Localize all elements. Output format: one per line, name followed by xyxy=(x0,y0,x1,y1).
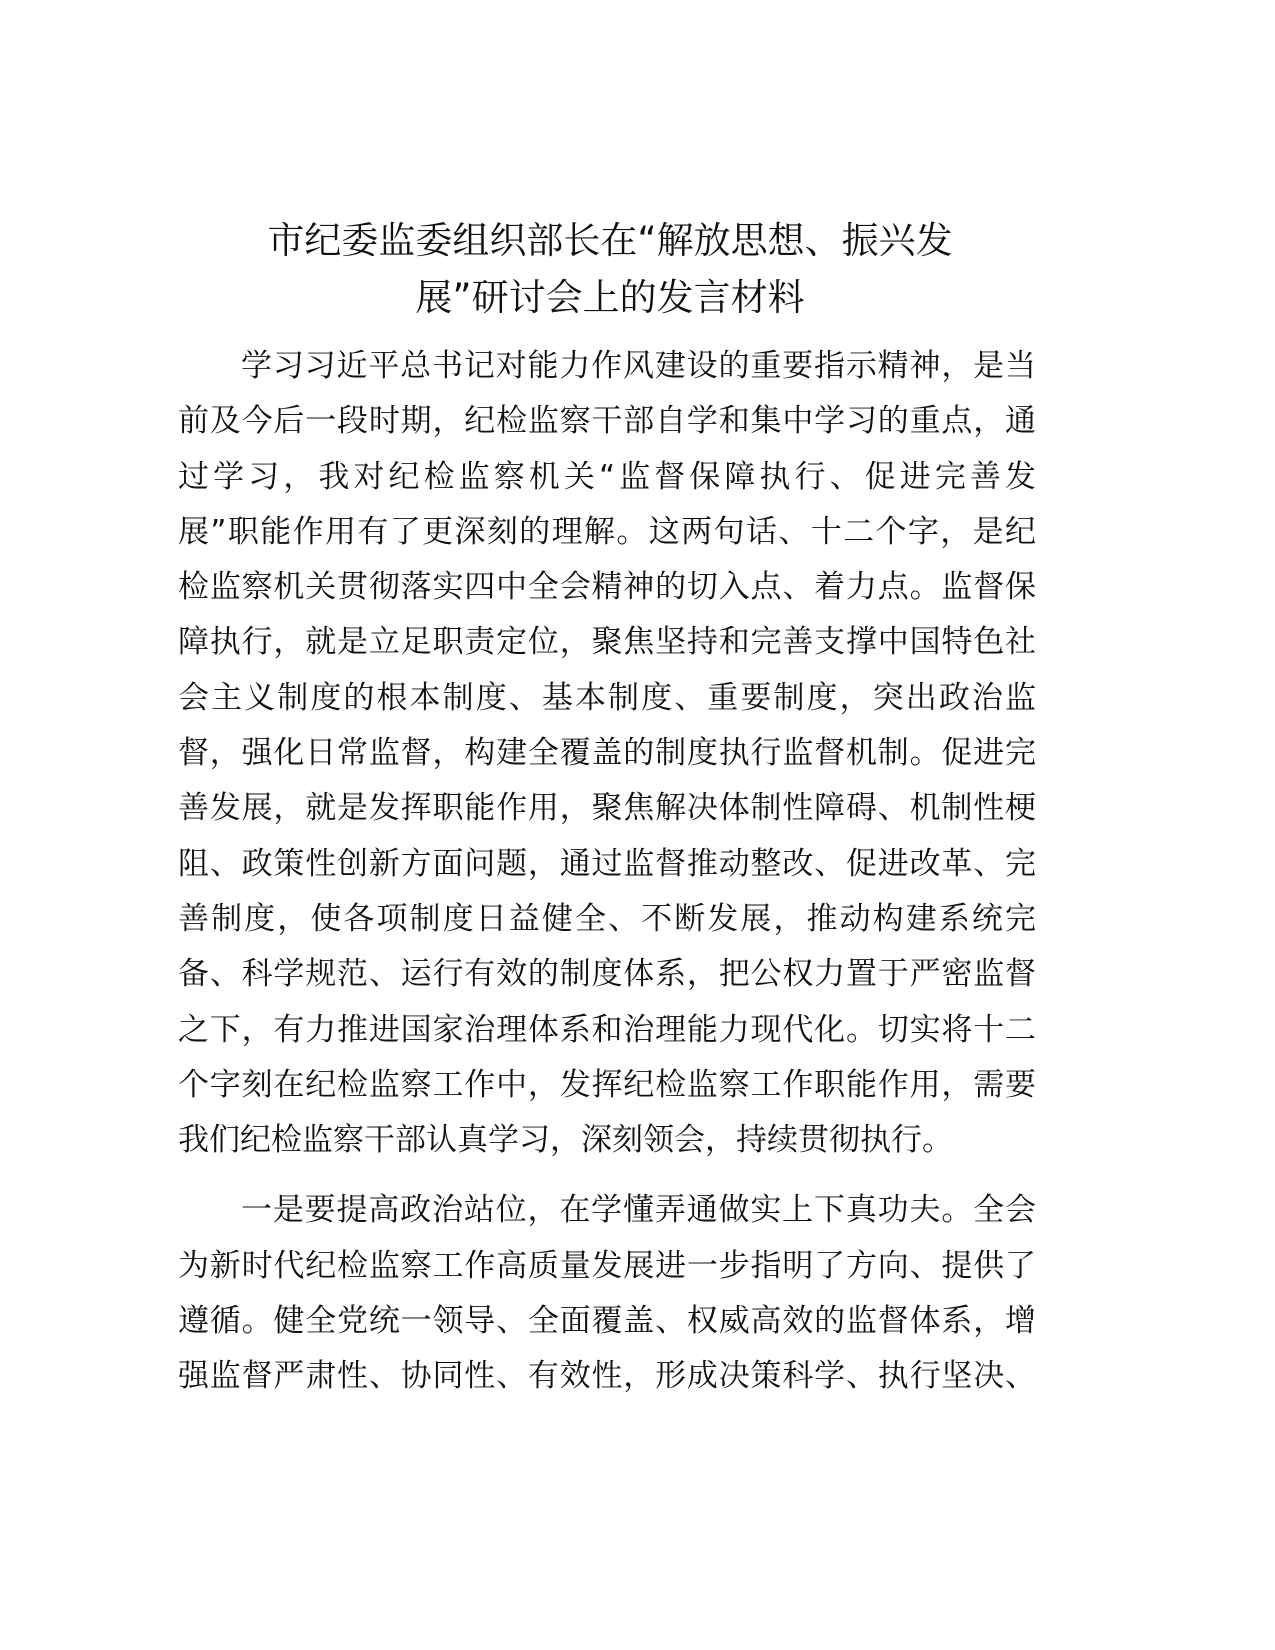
text-line: 会主义制度的根本制度、基本制度、重要制度，突出政治监 xyxy=(178,679,1036,716)
text-line: 前及今后一段时期，纪检监察干部自学和集中学习的重点，通 xyxy=(178,403,1036,440)
text-line: 检监察机关贯彻落实四中全会精神的切入点、着力点。监督保 xyxy=(178,569,1036,606)
text-line: 强监督严肃性、协同性、有效性，形成决策科学、执行坚决、 xyxy=(178,1358,1036,1395)
text-line: 之下，有力推进国家治理体系和治理能力现代化。切实将十二 xyxy=(178,1011,1036,1048)
text-line: 为新时代纪检监察工作高质量发展进一步指明了方向、提供了 xyxy=(178,1247,1036,1284)
title-line-2: 展”研讨会上的发言材料 xyxy=(415,276,805,319)
text-line: 我们纪检监察干部认真学习，深刻领会，持续贯彻执行。 xyxy=(178,1122,953,1159)
paragraph-2 xyxy=(178,1183,1036,1404)
document-body xyxy=(178,339,1036,1405)
text-line: 遵循。健全党统一领导、全面覆盖、权威高效的监督体系，增 xyxy=(178,1303,1036,1340)
paragraph-1 xyxy=(178,339,1036,1168)
text-line: 障执行，就是立足职责定位，聚焦坚持和完善支撑中国特色社 xyxy=(178,624,1036,661)
text-line: 善发展，就是发挥职能作用，聚焦解决体制性障碍、机制性梗 xyxy=(178,790,1036,827)
document-title xyxy=(170,212,1050,326)
text-line: 督，强化日常监督，构建全覆盖的制度执行监督机制。促进完 xyxy=(178,735,1036,772)
text-line: 展”职能作用有了更深刻的理解。这两句话、十二个字，是纪 xyxy=(178,513,1036,550)
title-line-1: 市纪委监委组织部长在“解放思想、振兴发 xyxy=(267,219,953,262)
text-line: 备、科学规范、运行有效的制度体系，把公权力置于严密监督 xyxy=(178,956,1036,993)
text-line: 阻、政策性创新方面问题，通过监督推动整改、促进改革、完 xyxy=(178,845,1036,882)
text-line: 一是要提高政治站位，在学懂弄通做实上下真功夫。全会 xyxy=(241,1192,1036,1229)
text-line: 过学习，我对纪检监察机关“监督保障执行、促进完善发 xyxy=(178,458,1036,495)
text-line: 个字刻在纪检监察工作中，发挥纪检监察工作职能作用，需要 xyxy=(178,1066,1036,1103)
text-line: 善制度，使各项制度日益健全、不断发展，推动构建系统完 xyxy=(178,900,1036,937)
text-line: 学习习近平总书记对能力作风建设的重要指示精神，是当 xyxy=(241,348,1036,384)
